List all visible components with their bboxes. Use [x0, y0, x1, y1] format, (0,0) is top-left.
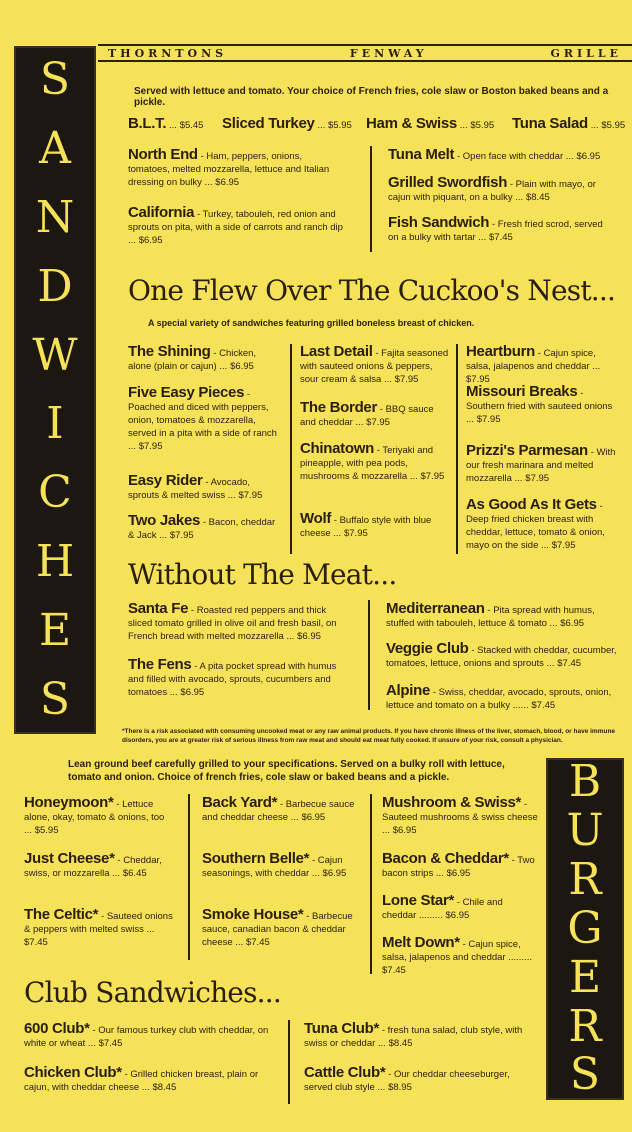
menu-item: 600 Club* - Our famous turkey club with cheddar, on white or wheat ... $7.45 — [24, 1020, 269, 1049]
menu-item: Southern Belle* - Cajun seasonings, with cheddar ... $6.95 — [202, 850, 347, 879]
column-divider — [188, 794, 190, 960]
banner-letter: U — [566, 805, 604, 857]
header-word: FENWAY — [349, 46, 428, 60]
banner-letter: D — [37, 260, 73, 312]
banner-letter: C — [38, 467, 72, 519]
header-word: THORNTONS — [108, 46, 228, 60]
burgers-side-banner — [546, 758, 624, 1100]
menu-item: Grilled Swordfish - Plain with mayo, or cajun with piquant, on a bulky ... $8.45 — [388, 174, 596, 203]
banner-letter: N — [35, 191, 75, 243]
sandwiches-intro: Served with lettuce and tomato. Your choice of French fries, cole slaw or Boston baked beans and a pickle. — [134, 86, 609, 108]
menu-item: Missouri Breaks - Southern fried with sauteed onions ... $7.95 — [466, 383, 613, 425]
menu-item: Five Easy Pieces - Poached and diced with peppers, onion, tomatoes & mozzarella, served in a pita with a side of ranch ... $7.95 — [128, 384, 277, 452]
section-title-club: Club Sandwiches... — [24, 976, 281, 1009]
banner-letter: S — [39, 54, 71, 106]
banner-letter: W — [32, 329, 78, 381]
menu-item: As Good As It Gets - Deep fried chicken breast with cheddar, lettuce, tomato & onion, mayo on the side ... $7.95 — [466, 496, 605, 551]
column-divider — [288, 1020, 290, 1104]
banner-letter: S — [39, 673, 71, 725]
column-divider — [368, 600, 370, 710]
banner-letter: E — [38, 604, 72, 656]
menu-item: Easy Rider - Avocado, sprouts & melted swiss ... $7.95 — [128, 472, 263, 501]
menu-item: Prizzi's Parmesan - With our fresh marinara and melted mozzarella ... $7.95 — [466, 442, 616, 484]
banner-letter: A — [39, 123, 71, 175]
menu-item: Just Cheese* - Cheddar, swiss, or mozzarella ... $6.45 — [24, 850, 162, 879]
menu-item: Lone Star* - Chile and cheddar ......... $6.95 — [382, 892, 503, 921]
banner-letter: R — [568, 1000, 602, 1052]
menu-item: Back Yard* - Barbecue sauce and cheddar cheese ... $6.95 — [202, 794, 355, 823]
menu-item: Bacon & Cheddar* - Two bacon strips ... $6.95 — [382, 850, 535, 879]
menu-item: The Fens - A pita pocket spread with humus and filled with avocado, sprouts, cucumbers and tomatoes ... $6.95 — [128, 656, 337, 698]
banner-letter: S — [569, 1049, 601, 1101]
menu-item: Alpine - Swiss, cheddar, avocado, sprouts, onion, lettuce and tomato on a bulky ...... $7.45 — [386, 682, 612, 711]
menu-item-blt: B.L.T. ... $5.45 — [128, 115, 204, 132]
menu-item-tuna-salad: Tuna Salad ... $5.95 — [512, 115, 626, 132]
menu-item: The Shining - Chicken, alone (plain or cajun) ... $6.95 — [128, 343, 257, 372]
menu-item: Tuna Melt - Open face with cheddar ... $6.95 — [388, 146, 601, 163]
banner-letter: I — [46, 398, 64, 450]
menu-item: Wolf - Buffalo style with blue cheese ... $7.95 — [300, 510, 432, 539]
restaurant-name-bar — [98, 44, 632, 62]
menu-item: Veggie Club - Stacked with cheddar, cucumber, tomatoes, lettuce, onions and sprouts ... $7.45 — [386, 640, 617, 669]
menu-item-sliced-turkey: Sliced Turkey ... $5.95 — [222, 115, 352, 132]
column-divider — [456, 344, 458, 554]
section-title-cuckoo: One Flew Over The Cuckoo's Nest... — [128, 274, 616, 307]
column-divider — [370, 146, 372, 252]
menu-item: The Border - BBQ sauce and cheddar ... $7.95 — [300, 399, 434, 428]
header-word: GRILLE — [550, 46, 622, 60]
column-divider — [290, 344, 292, 554]
burgers-intro: Lean ground beef carefully grilled to your specifications. Served on a bulky roll with lettuce, tomato and onion. Choice of french fries, cole slaw or baked beans and a pickle. — [68, 759, 505, 783]
menu-item: Cattle Club* - Our cheddar cheeseburger, served club style ... $8.95 — [304, 1064, 510, 1093]
menu-item: California - Turkey, tabouleh, red onion and sprouts on pita, with a side of carrots and ranch dip ... $6.95 — [128, 204, 343, 246]
section-subtitle-cuckoo: A special variety of sandwiches featuring grilled boneless breast of chicken. — [148, 318, 475, 328]
banner-letter: R — [568, 854, 602, 906]
menu-item: Last Detail - Fajita seasoned with sauteed onions & peppers, sour cream & salsa ... $7.95 — [300, 343, 449, 385]
banner-letter: E — [568, 951, 602, 1003]
menu-item: Tuna Club* - fresh tuna salad, club style, with swiss or cheddar ... $8.45 — [304, 1020, 523, 1049]
section-title-meatless: Without The Meat... — [128, 558, 397, 591]
banner-letter: G — [567, 902, 603, 954]
menu-item: Honeymoon* - Lettuce alone, okay, tomato & onions, too ... $5.95 — [24, 794, 165, 836]
banner-letter: B — [568, 756, 602, 808]
menu-item: Two Jakes - Bacon, cheddar & Jack ... $7.95 — [128, 512, 276, 541]
menu-item: Fish Sandwich - Fresh fried scrod, served on a bulky with tartar ... $7.45 — [388, 214, 603, 243]
menu-item: Mediterranean - Pita spread with humus, stuffed with tabouleh, lettuce & tomato ... $6.95 — [386, 600, 595, 629]
menu-item: Smoke House* - Barbecue sauce, canadian bacon & cheddar cheese ... $7.45 — [202, 906, 353, 948]
menu-item-ham-swiss: Ham & Swiss ... $5.95 — [366, 115, 495, 132]
menu-item: Melt Down* - Cajun spice, salsa, jalapenos and cheddar ......... $7.45 — [382, 934, 532, 976]
menu-item: Mushroom & Swiss* - Sauteed mushrooms & swiss cheese ... $6.95 — [382, 794, 538, 836]
sandwiches-side-banner — [14, 46, 96, 734]
menu-item: Santa Fe - Roasted red peppers and thick sliced tomato grilled in olive oil and fresh basil, on French bread with melted mozzarella ... $6.95 — [128, 600, 337, 642]
health-warning: *There is a risk associated with consuming uncooked meat or any raw animal products. If you have chronic illness of the liver, stomach, blood, or have immune disorders, you are at greater risk of serious illness from raw meat and should eat meat fully cooked. If unsure of your risk, consult a physician. — [122, 728, 616, 744]
banner-letter: H — [35, 535, 75, 587]
menu-item: Heartburn - Cajun spice, salsa, jalapenos and cheddar ... $7.95 — [466, 343, 601, 385]
menu-item: Chinatown - Teriyaki and pineapple, with pea pods, mushrooms & mozzarella ... $7.95 — [300, 440, 445, 482]
menu-item: The Celtic* - Sauteed onions & peppers with melted swiss ... $7.45 — [24, 906, 173, 948]
menu-item: Chicken Club* - Grilled chicken breast, plain or cajun, with cheddar cheese ... $8.45 — [24, 1064, 259, 1093]
column-divider — [370, 794, 372, 974]
menu-item: North End - Ham, peppers, onions, tomatoes, melted mozzarella, lettuce and Italian dressing on bulky ... $6.95 — [128, 146, 330, 188]
